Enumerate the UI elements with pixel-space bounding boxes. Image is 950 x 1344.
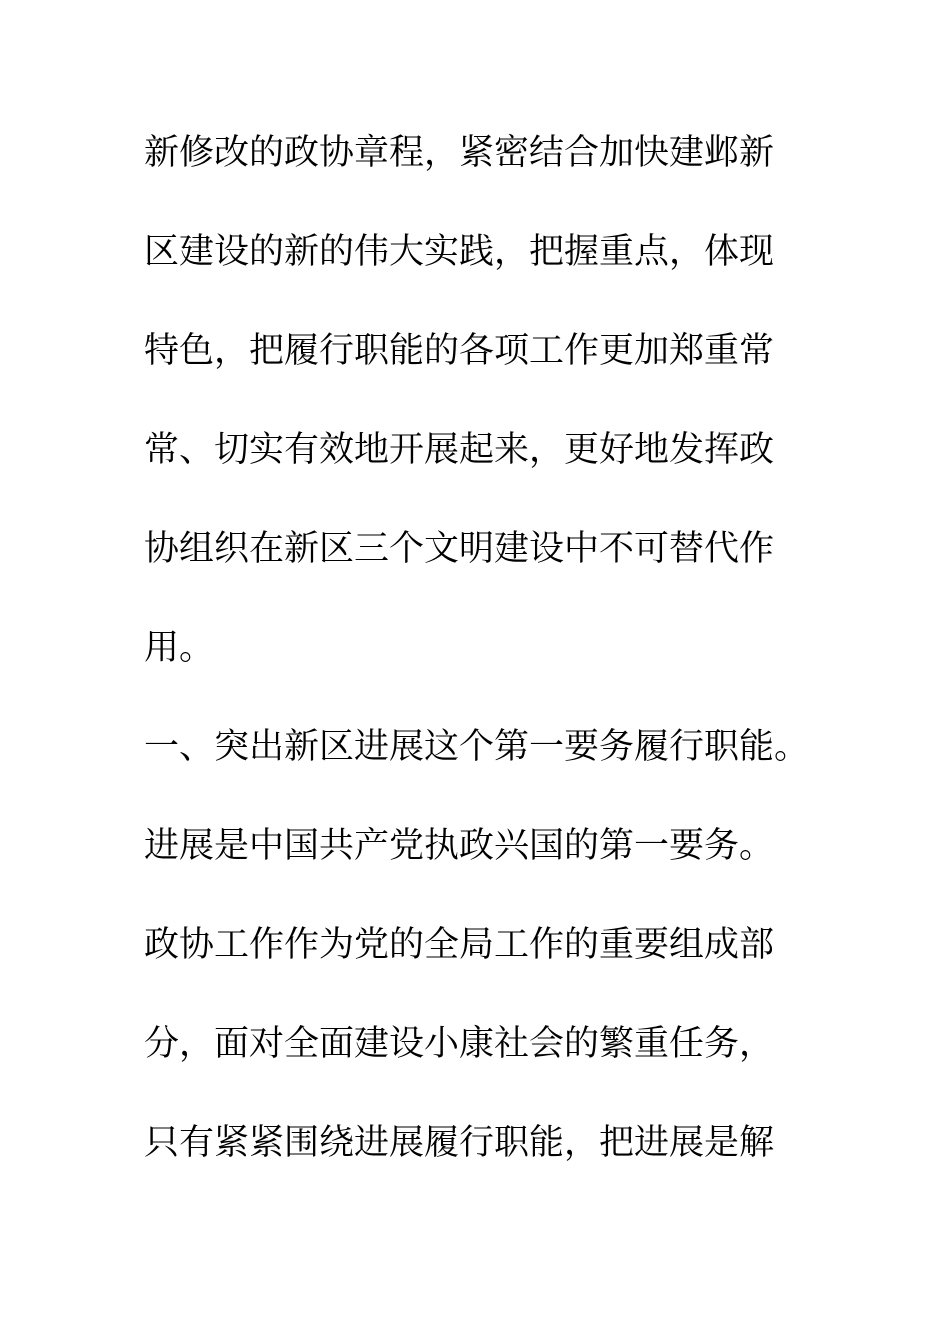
text-line-11: 只有紧紧围绕进展履行职能，把进展是解 bbox=[144, 1123, 775, 1163]
text-line-5: 协组织在新区三个文明建设中不可替代作 bbox=[144, 529, 775, 569]
body-text bbox=[144, 128, 824, 1217]
text-line-6: 用。 bbox=[144, 628, 215, 668]
text-line-8: 进展是中国共产党执政兴国的第一要务。 bbox=[144, 826, 775, 866]
text-line-3: 特色，把履行职能的各项工作更加郑重常 bbox=[144, 331, 775, 371]
section-heading: 一、突出新区进展这个第一要务履行职能。 bbox=[144, 727, 810, 767]
text-line-4: 常、切实有效地开展起来，更好地发挥政 bbox=[144, 430, 775, 470]
text-line-10: 分，面对全面建设小康社会的繁重任务， bbox=[144, 1024, 775, 1064]
text-line-2: 区建设的新的伟大实践，把握重点，体现 bbox=[144, 232, 775, 272]
text-line-1: 新修改的政协章程，紧密结合加快建邺新 bbox=[144, 133, 775, 173]
text-line-9: 政协工作作为党的全局工作的重要组成部 bbox=[144, 925, 775, 965]
